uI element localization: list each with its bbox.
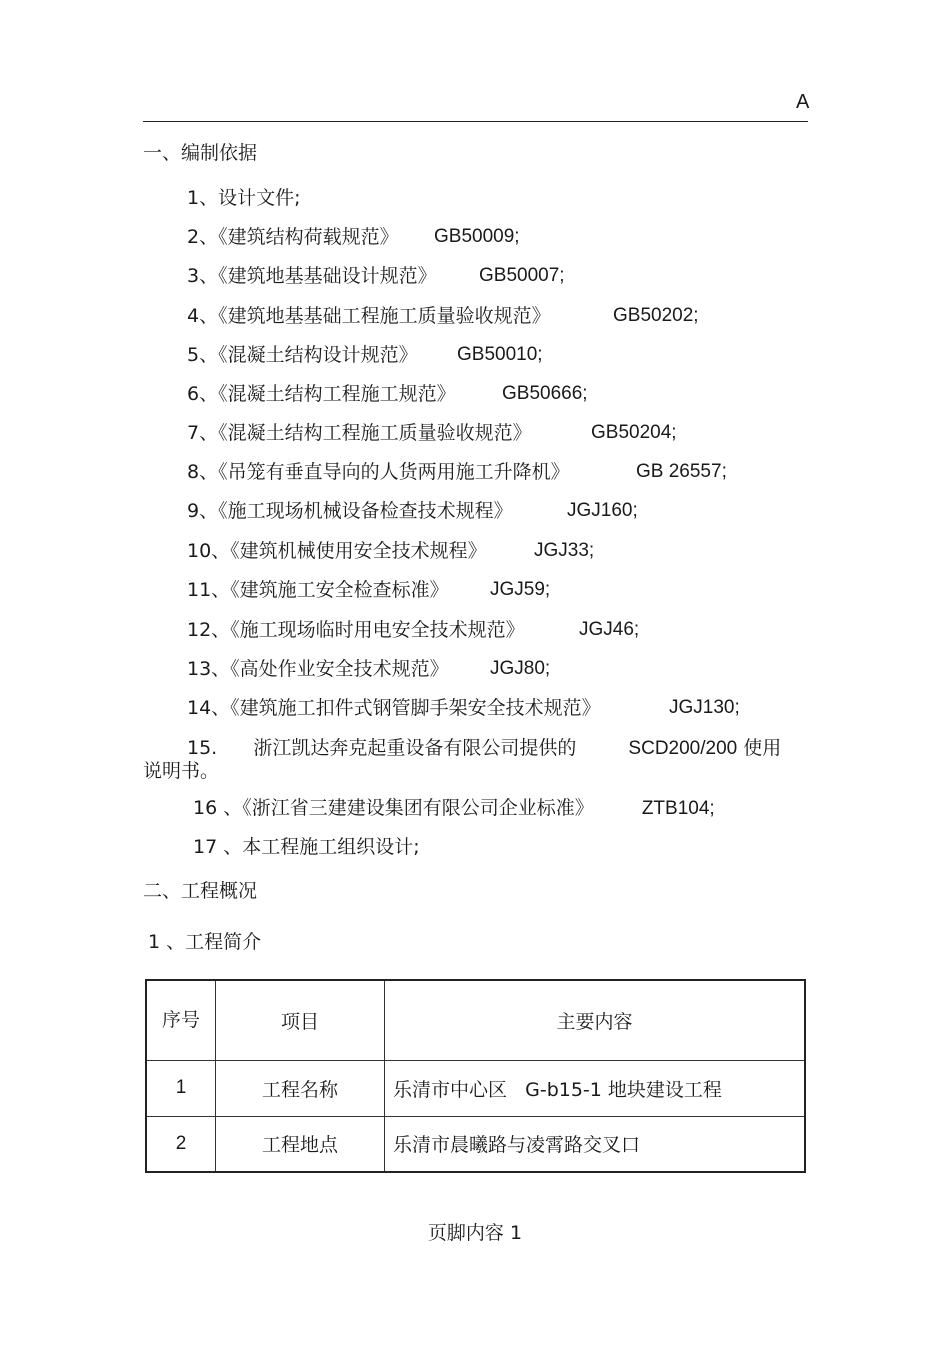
header-cell-item: 项目	[216, 980, 385, 1060]
item-code: GB50204;	[591, 422, 677, 443]
list-item-15-continuation: 说明书。	[143, 760, 220, 782]
list-item-16	[193, 796, 715, 821]
section-title-basis: 一、编制依据	[143, 142, 258, 164]
table-cell: 工程地点	[216, 1116, 385, 1172]
list-item	[187, 186, 301, 210]
list-item-17: 17 、本工程施工组织设计;	[193, 836, 420, 858]
list-item	[187, 578, 449, 602]
table-row	[146, 1116, 805, 1172]
item-code: JGJ59;	[490, 579, 551, 600]
item-code: JGJ46;	[579, 619, 640, 640]
item-code: JGJ130;	[669, 697, 740, 718]
item-code: GB 26557;	[636, 461, 727, 482]
page-footer: 页脚内容 1	[427, 1222, 523, 1244]
item-text: 5、《混凝土结构设计规范》	[187, 344, 418, 366]
page-header-letter: A	[796, 91, 810, 113]
table-row	[146, 1060, 805, 1116]
table-cell: 2	[146, 1116, 216, 1172]
item-code: GB50666;	[502, 383, 588, 404]
item-text: 10、《建筑机械使用安全技术规程》	[187, 540, 487, 562]
item-text: 4、《建筑地基基础工程施工质量验收规范》	[187, 305, 551, 327]
list-item	[187, 225, 399, 249]
table-cell: 1	[146, 1060, 216, 1116]
table-cell: 乐清市晨曦路与凌霄路交叉口	[385, 1116, 806, 1172]
item-text: 14、《建筑施工扣件式钢管脚手架安全技术规范》	[187, 697, 601, 719]
item-text: 6、《混凝土结构工程施工规范》	[187, 383, 456, 405]
subsection-title: 1 、工程简介	[148, 931, 262, 953]
item-text: 浙江凯达奔克起重设备有限公司提供的	[253, 737, 577, 759]
item-code: GB50202;	[613, 305, 699, 326]
item-code: GB50010;	[457, 344, 543, 365]
list-item	[187, 382, 456, 406]
list-item-15	[187, 736, 781, 761]
list-item	[187, 304, 551, 328]
list-item	[187, 343, 418, 367]
list-item	[187, 499, 513, 523]
header-cell-content: 主要内容	[385, 980, 806, 1060]
item-text: 1、设计文件;	[187, 187, 301, 209]
header-rule	[143, 121, 808, 122]
list-item	[187, 539, 487, 563]
item-tail: 使用	[743, 737, 782, 759]
table-cell: 工程名称	[216, 1060, 385, 1116]
list-item	[187, 460, 570, 484]
table-cell: 乐清市中心区 G-b15-1 地块建设工程	[385, 1060, 806, 1116]
item-text: 12、《施工现场临时用电安全技术规范》	[187, 619, 525, 641]
item-text: 2、《建筑结构荷载规范》	[187, 226, 399, 248]
item-text: 9、《施工现场机械设备检查技术规程》	[187, 500, 513, 522]
item-code: GB50009;	[434, 226, 520, 247]
project-table	[145, 979, 806, 1173]
item-text: 3、《建筑地基基础设计规范》	[187, 265, 437, 287]
item-text: 13、《高处作业安全技术规范》	[187, 658, 449, 680]
list-item	[187, 657, 449, 681]
item-code: GB50007;	[479, 265, 565, 286]
item-code: ZTB104;	[641, 798, 715, 819]
section-title-overview: 二、工程概况	[143, 880, 258, 902]
item-text: 7、《混凝土结构工程施工质量验收规范》	[187, 422, 532, 444]
item-code: SCD200/200	[628, 738, 738, 759]
table-header-row	[146, 980, 805, 1060]
item-code: JGJ160;	[567, 500, 638, 521]
list-item	[187, 264, 437, 288]
list-item	[187, 618, 525, 642]
list-item	[187, 696, 601, 720]
item-text: 8、《吊笼有垂直导向的人货两用施工升降机》	[187, 461, 570, 483]
item-text: 11、《建筑施工安全检查标准》	[187, 579, 449, 601]
item-text: 16 、《浙江省三建建设集团有限公司企业标准》	[193, 797, 594, 819]
item-code: JGJ80;	[490, 658, 551, 679]
item-number: 15.	[187, 737, 218, 759]
item-code: JGJ33;	[534, 540, 595, 561]
list-item	[187, 421, 532, 445]
header-cell-index: 序号	[146, 980, 216, 1060]
